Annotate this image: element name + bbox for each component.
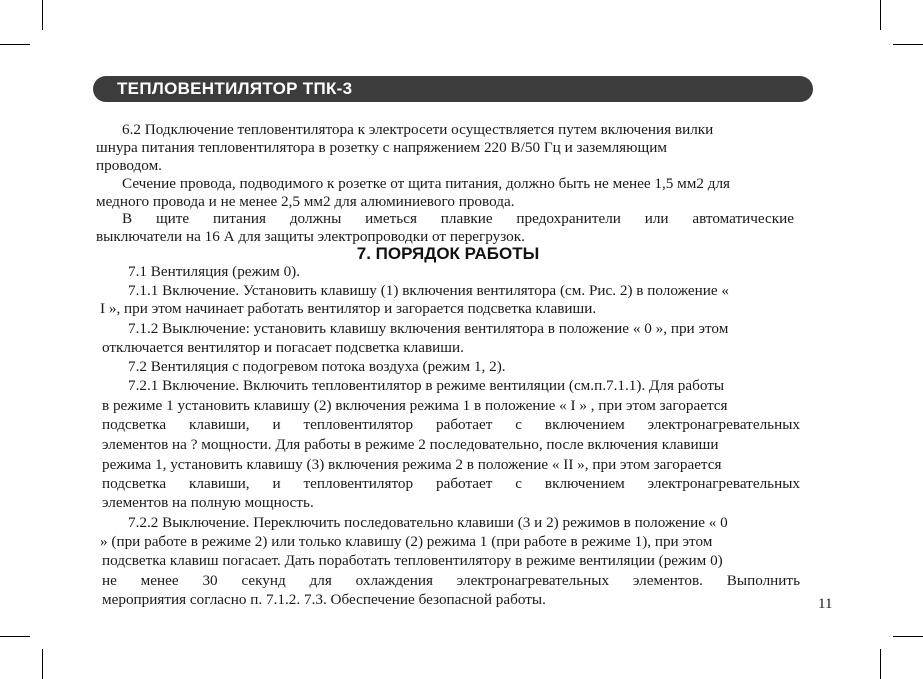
paragraph-line: 7.1.2 Выключение: установить клавишу включения вентилятора в положение « 0 », при этом [128,320,729,337]
paragraph-line: 6.2 Подключение тепловентилятора к электросети осуществляется путем включения вилки [122,121,714,138]
crop-mark-top-left-vertical [42,0,43,30]
paragraph-line: не менее 30 секунд для охлаждения электронагревательных элементов. Выполнить [102,572,800,589]
paragraph-line: Сечение провода, подводимого к розетке от щита питания, должно быть не менее 1,5 мм2 для [122,175,731,192]
crop-mark-bottom-left-horizontal [0,636,30,637]
section-heading: 7. ПОРЯДОК РАБОТЫ [356,244,540,263]
crop-mark-top-right-vertical [880,0,881,30]
paragraph-line: элементов на полную мощность. [102,494,314,511]
paragraph-line: выключатели на 16 А для защиты электропроводки от перегрузок. [96,228,525,245]
paragraph-line: проводом. [96,157,162,174]
paragraph-line: 7.1 Вентиляция (режим 0). [128,263,301,280]
paragraph-line: I », при этом начинает работать вентилятор и загорается подсветка клавиши. [100,300,597,317]
paragraph-line: медного провода и не менее 2,5 мм2 для алюминиевого провода. [96,193,515,210]
crop-mark-bottom-right-horizontal [893,636,923,637]
paragraph-line: режима 1, установить клавишу (3) включения режима 2 в положение « II », при этом загорается [102,456,722,473]
paragraph-line: элементов на ? мощности. Для работы в режиме 2 последовательно, после включения клавиши [102,436,719,453]
crop-mark-bottom-right-vertical [880,649,881,679]
paragraph-line: 7.2.1 Включение. Включить тепловентилятор в режиме вентиляции (см.п.7.1.1). Для работы [128,377,725,394]
crop-mark-top-right-horizontal [893,44,923,45]
header-bar [93,76,813,102]
paragraph-line: отключается вентилятор и погасает подсветка клавиши. [102,339,464,356]
paragraph-line: В щите питания должны иметься плавкие предохранители или автоматические [122,210,794,227]
paragraph-line: подсветка клавиши, и тепловентилятор работает с включением электронагревательных [102,475,800,492]
crop-mark-top-left-horizontal [0,44,30,45]
paragraph-line: 7.2.2 Выключение. Переключить последовательно клавиши (3 и 2) режимов в положение « 0 [128,514,728,531]
paragraph-line: » (при работе в режиме 2) или только клавишу (2) режима 1 (при работе в режиме 1), при этом [100,533,713,550]
paragraph-line: 7.1.1 Включение. Установить клавишу (1) включения вентилятора (см. Рис. 2) в положение « [128,282,730,299]
paragraph-line: шнура питания тепловентилятора в розетку с напряжением 220 В/50 Гц и заземляющим [96,139,667,156]
crop-mark-bottom-left-vertical [42,649,43,679]
paragraph-line: подсветка клавиши, и тепловентилятор работает с включением электронагревательных [102,416,800,433]
paragraph-line: мероприятия согласно п. 7.1.2. 7.3. Обеспечение безопасной работы. [102,591,546,608]
header-title: ТЕПЛОВЕНТИЛЯТОР ТПК-3 [117,79,353,98]
paragraph-line: в режиме 1 установить клавишу (2) включения режима 1 в положение « I » , при этом загорается [102,397,728,414]
paragraph-line: подсветка клавиш погасает. Дать поработать тепловентилятору в режиме вентиляции (режим 0) [102,552,723,569]
paragraph-line: 7.2 Вентиляция с подогревом потока воздуха (режим 1, 2). [128,358,506,375]
page-number: 11 [818,596,833,612]
